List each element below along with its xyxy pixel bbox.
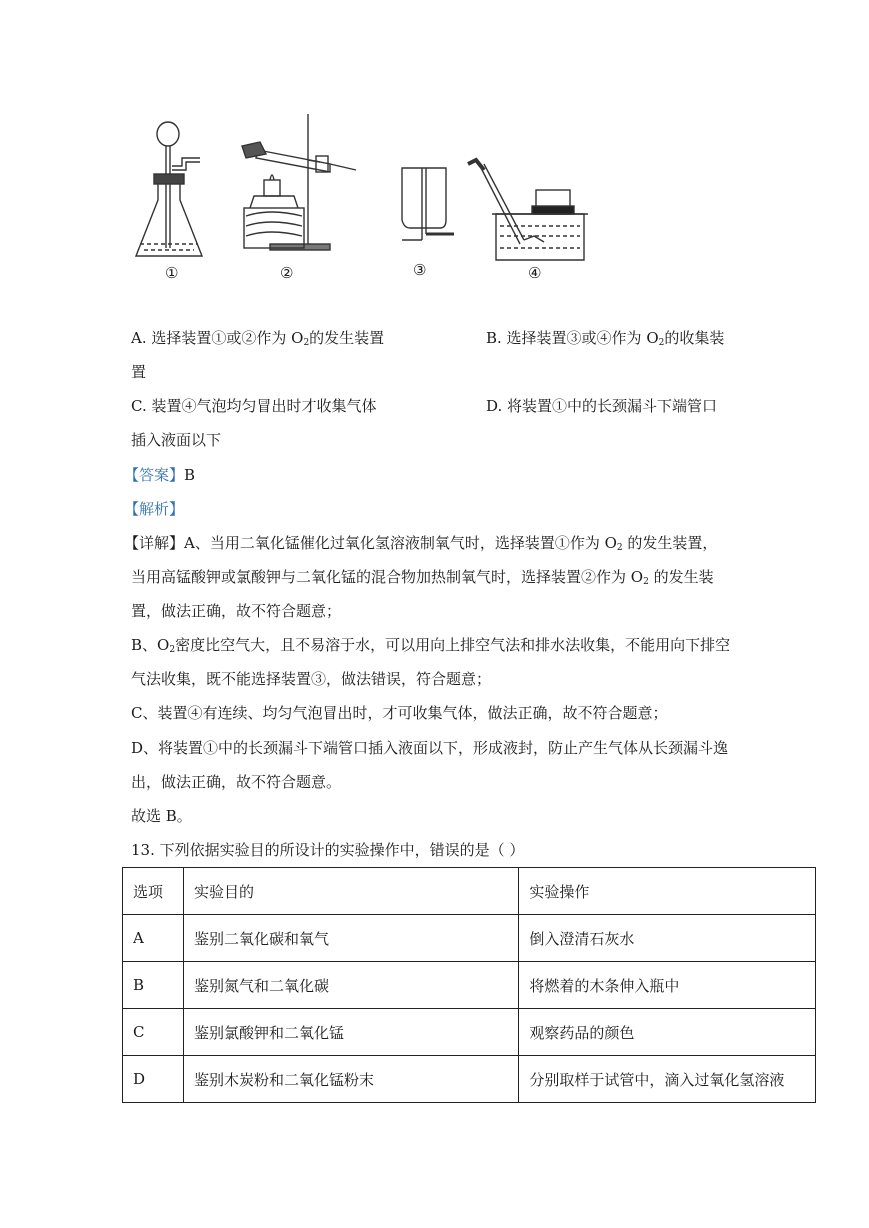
option-b-subscript: 2 xyxy=(658,338,665,348)
option-a xyxy=(131,328,384,353)
analysis-line-4-text: B、O xyxy=(131,636,170,654)
analysis-line-8: 出，做法正确，故不符合题意。 xyxy=(131,773,342,791)
table-header-purpose: 实验目的 xyxy=(183,868,518,915)
table-row xyxy=(123,1009,816,1056)
table-cell: 鉴别氯酸钾和二氧化锰 xyxy=(183,1009,518,1056)
table-cell: 鉴别木炭粉和二氧化锰粉末 xyxy=(183,1056,518,1103)
apparatus-label-4: ④ xyxy=(528,264,542,282)
analysis-line-2-tail: 的发生装 xyxy=(648,568,714,586)
table-cell: 分别取样于试管中，滴入过氧化氢溶液 xyxy=(519,1056,816,1103)
analysis-line-1-tail: 的发生装置， xyxy=(622,534,718,552)
table-cell: 观察药品的颜色 xyxy=(519,1009,816,1056)
apparatus-3-gas-bottle xyxy=(402,168,454,240)
table-cell: D xyxy=(123,1056,184,1103)
apparatus-label-1: ① xyxy=(165,264,179,282)
table-row xyxy=(123,962,816,1009)
apparatus-label-2: ② xyxy=(280,264,294,282)
table-cell: C xyxy=(123,1009,184,1056)
apparatus-4-water-trough xyxy=(468,160,588,260)
option-d: D. 将装置①中的长颈漏斗下端管口 xyxy=(486,397,718,415)
analysis-tag: 【解析】 xyxy=(124,500,185,518)
analysis-line-1-subscript: 2 xyxy=(616,543,623,553)
analysis-line-7: D、将装置①中的长颈漏斗下端管口插入液面以下，形成液封，防止产生气体从长颈漏斗逸 xyxy=(131,739,729,757)
analysis-line-3: 置，做法正确，故不符合题意； xyxy=(131,602,342,620)
analysis-line-4-tail: 密度比空气大，且不易溶于水，可以用向上排空气法和排水法收集，不能用向下排空 xyxy=(175,636,731,654)
option-a-text: A. 选择装置①或②作为 O xyxy=(131,329,304,347)
question-13-stem: 13. 下列依据实验目的所设计的实验操作中，错误的是（ ） xyxy=(131,841,525,859)
table-cell: 鉴别氮气和二氧化碳 xyxy=(183,962,518,1009)
table-row xyxy=(123,1056,816,1103)
table-header-operation: 实验操作 xyxy=(519,868,816,915)
analysis-line-4 xyxy=(131,635,730,660)
option-a-tail: 的发生装置 xyxy=(309,329,385,347)
table-cell: B xyxy=(123,962,184,1009)
option-c: C. 装置④气泡均匀冒出时才收集气体 xyxy=(131,397,377,415)
option-d-wrap: 插入液面以下 xyxy=(131,431,222,449)
answer-line xyxy=(124,465,195,485)
table-cell: A xyxy=(123,915,184,962)
question-13-table xyxy=(122,867,816,1103)
apparatus-2-heating-setup xyxy=(242,114,356,250)
answer-tag: 【答案】 xyxy=(124,466,185,484)
option-b xyxy=(486,328,724,353)
table-cell: 鉴别二氧化碳和氧气 xyxy=(183,915,518,962)
table-row xyxy=(123,915,816,962)
analysis-line-5: 气法收集，既不能选择装置③，做法错误，符合题意； xyxy=(131,670,492,688)
table-cell: 将燃着的木条伸入瓶中 xyxy=(519,962,816,1009)
analysis-line-9: 故选 B。 xyxy=(131,807,192,825)
analysis-line-1 xyxy=(124,533,717,558)
table-header-option: 选项 xyxy=(123,868,184,915)
apparatus-figure xyxy=(120,108,600,288)
apparatus-1-conical-flask xyxy=(136,122,202,256)
table-header-row xyxy=(123,868,816,915)
option-b-tail: 的收集装 xyxy=(664,329,725,347)
table-cell: 倒入澄清石灰水 xyxy=(519,915,816,962)
detail-tag: 【详解】 xyxy=(124,534,185,552)
option-b-wrap: 置 xyxy=(131,363,147,381)
apparatus-label-3: ③ xyxy=(413,261,427,279)
answer-value: B xyxy=(184,466,196,484)
option-b-text: B. 选择装置③或④作为 O xyxy=(486,329,659,347)
analysis-line-2 xyxy=(131,567,714,592)
analysis-line-4-subscript: 2 xyxy=(169,645,176,655)
analysis-line-1-text: A、当用二氧化锰催化过氧化氢溶液制氧气时，选择装置①作为 O xyxy=(184,534,617,552)
analysis-line-2-subscript: 2 xyxy=(643,577,649,587)
option-a-subscript: 2 xyxy=(303,338,310,348)
analysis-line-6: C、装置④有连续、均匀气泡冒出时，才可收集气体，做法正确，故不符合题意； xyxy=(131,704,668,722)
analysis-line-2-text: 当用高锰酸钾或氯酸钾与二氧化锰的混合物加热制氧气时，选择装置②作为 O xyxy=(131,568,644,586)
